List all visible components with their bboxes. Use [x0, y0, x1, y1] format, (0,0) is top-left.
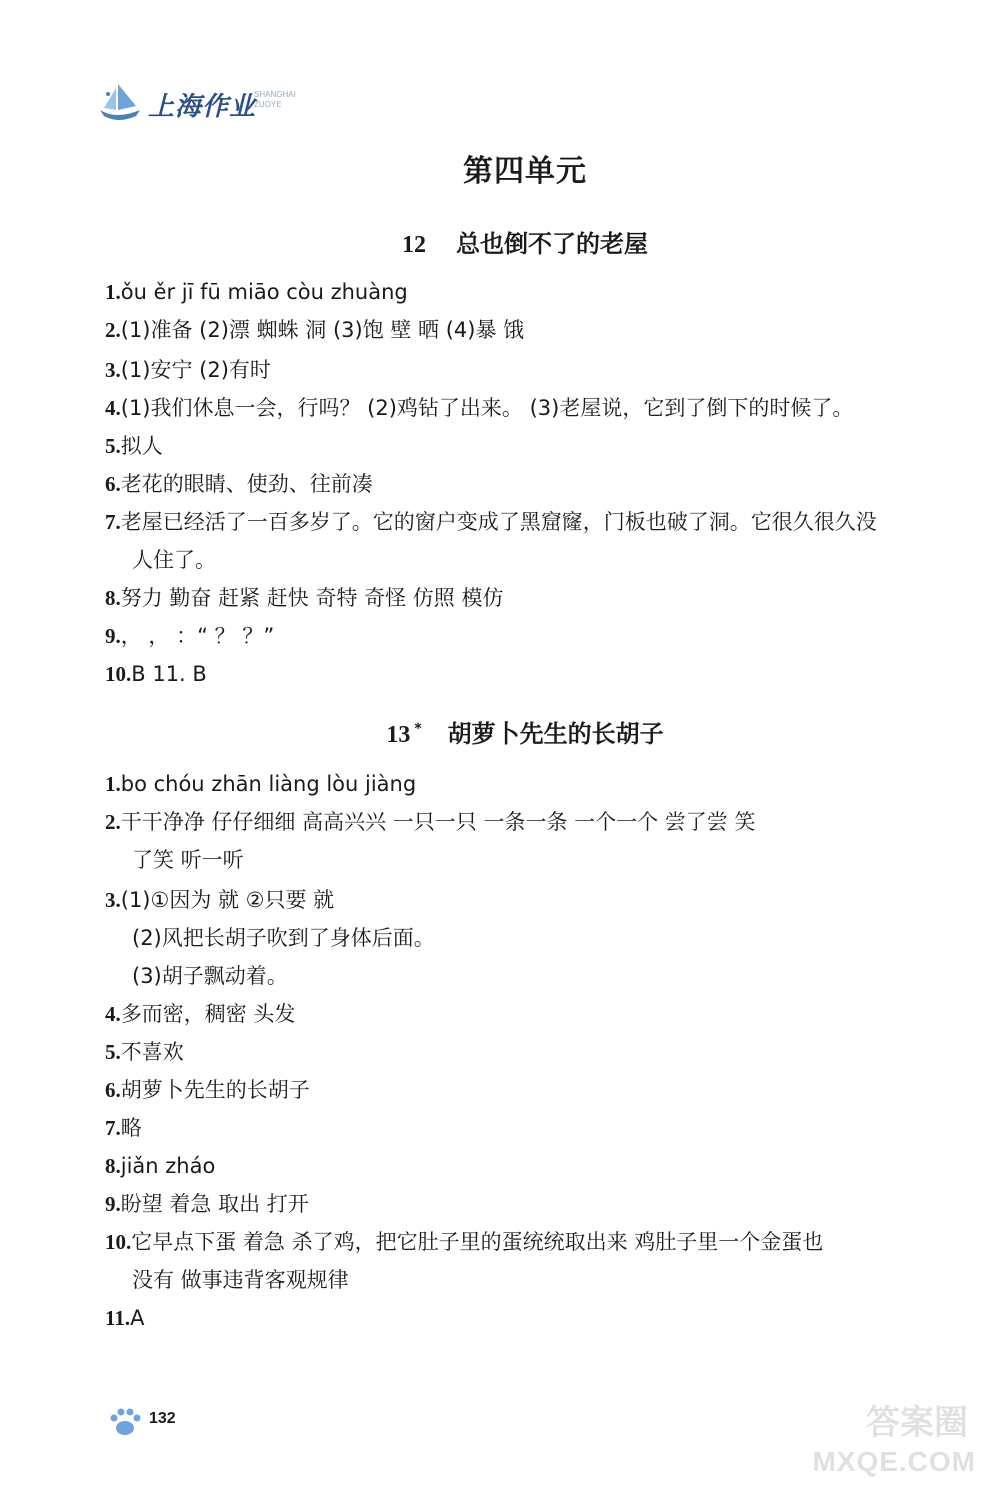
answer-line	[105, 770, 416, 798]
answer-number: 9.	[105, 624, 121, 648]
watermark	[786, 1398, 976, 1478]
boat-icon	[96, 76, 152, 126]
page-footer	[105, 1402, 265, 1442]
unit-title: 第四单元	[463, 154, 587, 189]
answer-text: 多而密，稠密 头发	[120, 1002, 296, 1026]
answer-text: 老屋已经活了一百多岁了。它的窗户变成了黑窟窿，门板也破了洞。它很久很久没	[120, 510, 877, 534]
answer-text: 盼望 着急 取出 打开	[120, 1192, 309, 1216]
lesson-number: 13	[386, 722, 411, 748]
answer-text: B 11. B	[131, 662, 207, 686]
answer-number: 7.	[105, 510, 121, 534]
answer-line	[105, 1038, 184, 1066]
answer-text: (3)胡子飘动着。	[132, 964, 288, 988]
answer-number: 7.	[105, 1116, 121, 1140]
answer-number: 1.	[105, 280, 121, 304]
answer-number: 9.	[105, 1192, 121, 1216]
answer-text: (1)安宁 (2)有时	[120, 358, 271, 382]
answer-number: 1.	[105, 772, 121, 796]
paw-icon	[105, 1402, 145, 1442]
answer-line	[105, 808, 755, 836]
answer-line	[105, 584, 503, 612]
answer-line	[105, 432, 163, 460]
answer-number: 3.	[105, 358, 121, 382]
answer-number: 6.	[105, 1078, 121, 1102]
answer-line	[105, 278, 408, 306]
answer-text: (1)准备 (2)漂 蜘蛛 洞 (3)饱 壁 晒 (4)暴 饿	[120, 318, 525, 342]
answer-number: 10.	[105, 662, 132, 686]
answer-text: ǒu ěr jī fū miāo còu zhuàng	[120, 280, 408, 304]
answer-line	[132, 846, 244, 874]
answer-line	[105, 1152, 215, 1180]
answer-line	[105, 886, 334, 914]
answer-text: 胡萝卜先生的长胡子	[120, 1078, 310, 1102]
answer-number: 2.	[105, 318, 121, 342]
answer-number: 6.	[105, 472, 121, 496]
answer-text: ， ， ：“ ？ ？”	[120, 624, 275, 648]
answer-line	[105, 316, 524, 344]
answer-line	[132, 546, 216, 574]
answer-line	[132, 924, 435, 952]
answer-line	[105, 356, 271, 384]
answer-number: 8.	[105, 586, 121, 610]
answer-text: 不喜欢	[120, 1040, 184, 1064]
answer-number: 4.	[105, 396, 121, 420]
answer-text: 拟人	[120, 434, 163, 458]
answer-text: 老花的眼睛、使劲、往前凑	[120, 472, 373, 496]
optional-star: *	[414, 721, 422, 737]
lesson-number: 12	[402, 232, 426, 258]
lesson-12-title	[0, 224, 1000, 259]
answer-number: 11.	[105, 1306, 131, 1330]
answer-text: A	[130, 1306, 145, 1330]
answer-line	[105, 394, 853, 422]
answer-text: (1)我们休息一会，行吗？ (2)鸡钻了出来。 (3)老屋说，它到了倒下的时候了。	[120, 396, 854, 420]
logo-text: 上海作业	[148, 92, 257, 122]
answer-text: 略	[120, 1116, 142, 1140]
answer-text: (2)风把长胡子吹到了身体后面。	[132, 926, 435, 950]
watermark-text: MXQE.COM	[812, 1446, 976, 1477]
logo-subtext: SHANGHAI ZUOYE	[254, 90, 296, 109]
answer-text: 干干净净 仔仔细细 高高兴兴 一只一只 一条一条 一个一个 尝了尝 笑	[120, 810, 756, 834]
answer-line	[105, 1114, 142, 1142]
answer-text: 它早点下蛋 着急 杀了鸡，把它肚子里的蛋统统取出来 鸡肚子里一个金蛋也	[131, 1230, 824, 1254]
answer-line	[105, 1228, 823, 1256]
answer-line	[105, 660, 207, 688]
answer-text: 努力 勤奋 赶紧 赶快 奇特 奇怪 仿照 模仿	[120, 586, 504, 610]
answer-number: 4.	[105, 1002, 121, 1026]
answer-number: 5.	[105, 1040, 121, 1064]
page-number: 132	[149, 1410, 176, 1427]
watermark-stamp: 答案圈	[866, 1403, 968, 1443]
answer-text: 了笑 听一听	[132, 848, 244, 872]
answer-line	[105, 1000, 295, 1028]
header-logo	[96, 72, 346, 132]
answer-text: 人住了。	[132, 548, 216, 572]
answer-text: bo chóu zhān liàng lòu jiàng	[120, 772, 417, 796]
answer-text: jiǎn zháo	[120, 1154, 216, 1178]
answer-line	[132, 962, 288, 990]
answer-number: 8.	[105, 1154, 121, 1178]
lesson-name: 总也倒不了的老屋	[456, 230, 648, 258]
answer-line	[132, 1266, 349, 1294]
lesson-13-title	[0, 714, 1000, 749]
answer-text: (1)①因为 就 ②只要 就	[120, 888, 335, 912]
answer-number: 2.	[105, 810, 121, 834]
answer-text: 没有 做事违背客观规律	[132, 1268, 349, 1292]
answer-line	[105, 1190, 309, 1218]
answer-line	[105, 622, 274, 650]
answer-line	[105, 508, 877, 536]
answer-number: 10.	[105, 1230, 132, 1254]
answer-line	[105, 1304, 144, 1332]
answer-number: 3.	[105, 888, 121, 912]
lesson-name: 胡萝卜先生的长胡子	[447, 720, 664, 748]
answer-line	[105, 1076, 310, 1104]
answer-number: 5.	[105, 434, 121, 458]
answer-line	[105, 470, 373, 498]
